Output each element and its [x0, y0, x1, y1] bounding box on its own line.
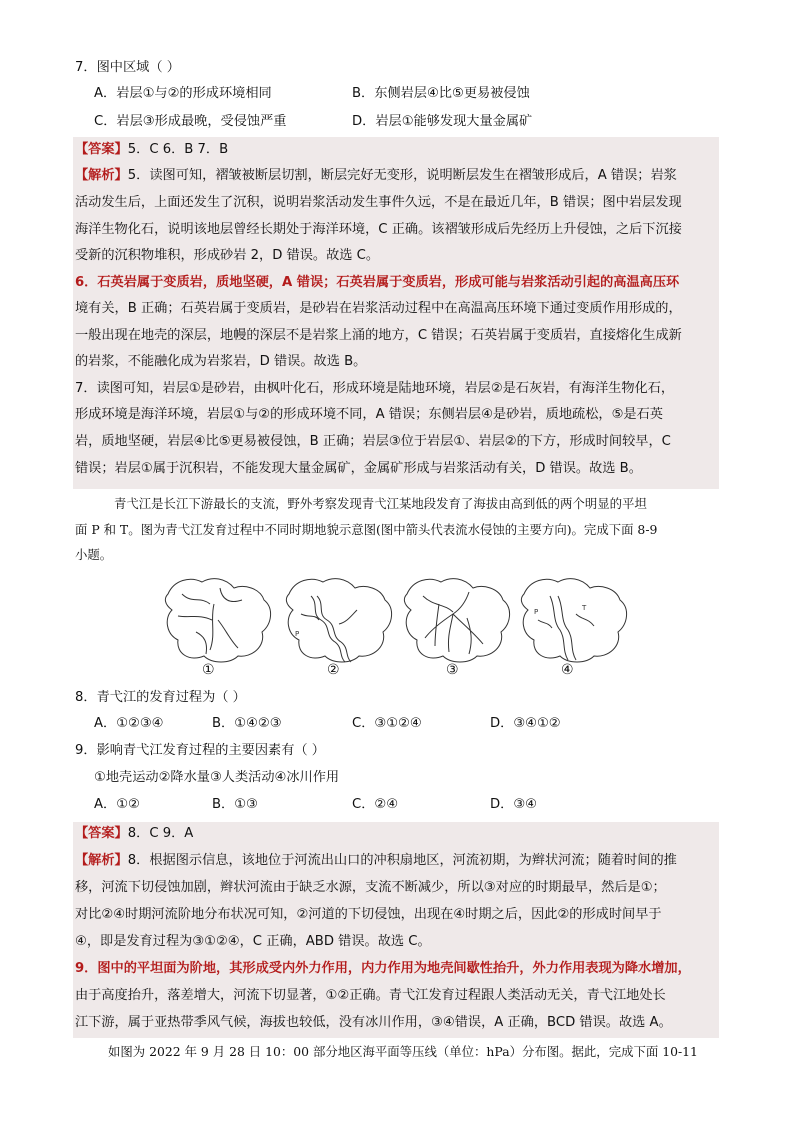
map-label-2: ②	[327, 662, 340, 678]
analysis-2-line-4: ④，即是发育过程为③①②④，C 正确，ABD 错误。故选 C。	[75, 934, 431, 949]
q9-option-b: B．①③	[212, 797, 258, 812]
svg-text:P: P	[295, 630, 300, 638]
answer-1	[75, 140, 228, 160]
q9-option-a: A．①②	[94, 797, 140, 812]
analysis-1-line-6: 境有关，B 正确；石英岩属于变质岩，是砂岩在岩浆活动过程中在高温高压环境下通过变质作用形成的，	[75, 301, 682, 316]
landform-map-2	[286, 579, 391, 662]
analysis-1-line-7: 一般出现在地壳的深层，地幔的深层不是岩浆上涌的地方，C 错误；石英岩属于变质岩，直接熔化生成新	[75, 328, 682, 343]
svg-text:T: T	[582, 604, 587, 612]
intro-2-line-1: 青弋江是长江下游最长的支流，野外考察发现青弋江某地段发育了海拔由高到低的两个明显的平坦	[114, 496, 647, 511]
answer-tag: 【答案】	[75, 142, 128, 157]
analysis-1-line-4: 受新的沉积物堆积，形成砂岩 2，D 错误。故选 C。	[75, 248, 380, 263]
q9-factors: ①地壳运动②降水量③人类活动④冰川作用	[94, 770, 340, 785]
analysis-1-line-3: 海洋生物化石，说明该地层曾经长期处于海洋环境，C 正确。该褶皱形成后先经历上升侵蚀，之后下沉接	[75, 222, 682, 237]
q9-option-d: D．③④	[490, 797, 537, 812]
q7-option-b: B．东侧岩层④比⑤更易被侵蚀	[352, 86, 530, 101]
q9-option-c: C．②④	[352, 797, 399, 812]
intro-2-line-3: 小题。	[75, 547, 113, 562]
q8-option-d: D．③④①②	[490, 716, 561, 731]
answer-2-text: 8．C 9．A	[127, 826, 194, 841]
answer-tag: 【答案】	[75, 826, 128, 841]
analysis-2-text: 8．根据图示信息，该地位于河流出山口的冲积扇地区，河流初期，为辫状河流；随着时间的推	[127, 853, 677, 868]
analysis-1-line-8: 的岩浆，不能融化成为岩浆岩，D 错误。故选 B。	[75, 354, 367, 369]
q8-option-a: A．①②③④	[94, 716, 164, 731]
analysis-2-line-5: 9．图中的平坦面为阶地，其形成受内外力作用，内力作用为地壳间歇性抬升，外力作用表现为降水增加，	[75, 961, 691, 976]
analysis-1-line-5: 6．石英岩属于变质岩，质地坚硬，A 错误；石英岩属于变质岩，形成可能与岩浆活动引起的高温高压环	[75, 275, 680, 290]
answer-1-text: 5．C 6．B 7．B	[127, 142, 229, 157]
q7-stem: 7．图中区域（ ）	[75, 60, 180, 75]
analysis-1-line-10: 形成环境是海洋环境，岩层①与②的形成环境不同，A 错误；东侧岩层④是砂岩，质地疏松，⑤是石英	[75, 407, 663, 422]
answer-2	[75, 824, 193, 844]
q8-stem: 8．青弋江的发育过程为（ ）	[75, 690, 246, 705]
analysis-1-text: 5．读图可知，褶皱被断层切割，断层完好无变形，说明断层发生在褶皱形成后，A 错误；岩浆	[127, 168, 677, 183]
analysis-2-line-1	[75, 851, 677, 871]
svg-text:P: P	[534, 608, 539, 616]
intro-3: 如图为 2022 年 9 月 28 日 10：00 部分地区海平面等压线（单位：hPa）分布图。据此，完成下面 10-11	[108, 1044, 698, 1059]
analysis-1-line-11: 岩，质地坚硬，岩层④比⑤更易被侵蚀，B 正确；岩层③位于岩层①、岩层②的下方，形成时间较早，C	[75, 434, 671, 449]
q7-option-a: A．岩层①与②的形成环境相同	[94, 86, 272, 101]
analysis-tag: 【解析】	[75, 853, 128, 868]
q9-stem: 9．影响青弋江发育过程的主要因素有（ ）	[75, 743, 325, 758]
analysis-2-line-7: 江下游，属于亚热带季风气候，海拔也较低，没有冰川作用，③④错误，A 正确，BCD 错误。故选 A。	[75, 1015, 672, 1030]
map-label-3: ③	[446, 662, 459, 678]
landform-map-3	[404, 579, 509, 662]
analysis-1-line-2: 活动发生后，上面还发生了沉积，说明岩浆活动发生事件久远，不是在最近几年，B 错误；图中岩层发现	[75, 195, 682, 210]
landform-map-1	[165, 579, 270, 662]
analysis-2-line-2: 移，河流下切侵蚀加剧，辫状河流由于缺乏水源，支流不断减少，所以③对应的时期最早，然后是①；	[75, 880, 666, 895]
analysis-1-line-12: 错误；岩层①属于沉积岩，不能发现大量金属矿，金属矿形成与岩浆活动有关，D 错误。故选 B。	[75, 461, 642, 476]
map-label-1: ①	[202, 662, 215, 678]
analysis-2-line-3: 对比②④时期河流阶地分布状况可知，②河道的下切侵蚀，出现在④时期之后，因此②的形成时间早于	[75, 907, 662, 922]
q7-option-d: D．岩层①能够发现大量金属矿	[352, 114, 533, 129]
landform-map-4	[521, 579, 626, 662]
analysis-tag: 【解析】	[75, 168, 128, 183]
q7-option-c: C．岩层③形成最晚，受侵蚀严重	[94, 114, 287, 129]
q8-option-c: C．③①②④	[352, 716, 422, 731]
analysis-2-line-6: 由于高度抬升，落差增大，河流下切显著，①②正确。青弋江发育过程跟人类活动无关，青弋江地处长	[75, 988, 666, 1003]
analysis-1-line-9: 7．读图可知，岩层①是砂岩，由枫叶化石，形成环境是陆地环境，岩层②是石灰岩，有海洋生物化石，	[75, 381, 675, 396]
q8-option-b: B．①④②③	[212, 716, 282, 731]
analysis-1-line-1	[75, 166, 677, 186]
map-label-4: ④	[561, 662, 574, 678]
intro-2-line-2: 面 P 和 T。图为青弋江发育过程中不同时期地貌示意图(图中箭头代表流水侵蚀的主要方向)。完成下面 8-9	[75, 522, 658, 537]
